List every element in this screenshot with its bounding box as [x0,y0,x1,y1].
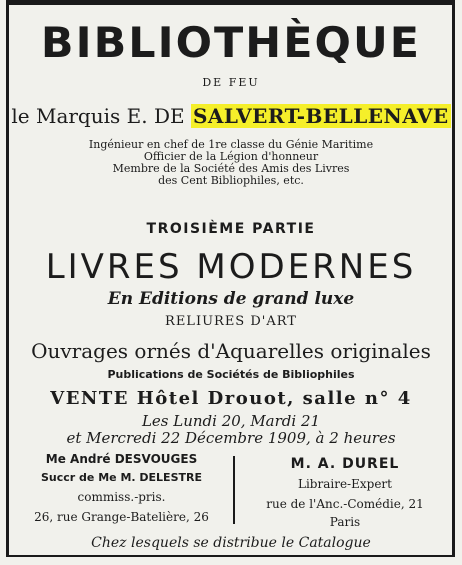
expert-name: M. A. DUREL [290,456,400,472]
dates-line: et Mercredi 22 Décembre 1909, à 2 heures [66,429,396,447]
footer-line: Chez lesquels se distribue le Catalogue [91,535,371,551]
expert-address: rue de l'Anc.-Comédie, 21 [266,497,424,511]
reliures-line: RELIURES D'ART [165,314,297,329]
editions-line: En Editions de grand luxe [107,289,355,309]
publications-line: Publications de Sociétés de Bibliophiles [107,368,355,381]
credential-line: Ingénieur en chef de 1re classe du Génie Maritime [88,138,374,151]
heading-title: BIBLIOTHÈQUE [40,18,422,67]
marquis-name-highlight: SALVERT-BELLENAVE [192,104,449,128]
dates-line: Les Lundi 20, Mardi 21 [141,412,321,430]
vente-line: VENTE Hôtel Drouot, salle n° 4 [50,388,412,409]
credential-line: Membre de la Société des Amis des Livres [112,162,350,175]
auctioneer-address: 26, rue Grange-Batelière, 26 [34,510,209,524]
livres-heading: LIVRES MODERNES [45,247,417,287]
credential-line: Officier de la Légion d'honneur [143,150,319,163]
expert-city: Paris [329,515,361,529]
partie-heading: TROISIÈME PARTIE [146,221,316,237]
auctioneer-name: Me André DESVOUGES [45,452,198,466]
credential-line: des Cent Bibliophiles, etc. [158,174,304,187]
expert-role: Libraire-Expert [298,477,392,491]
auctioneer-role: commiss.-pris. [77,490,166,504]
ouvrages-line: Ouvrages ornés d'Aquarelles originales [31,339,431,363]
marquis-prefix: le Marquis E. DE [11,104,185,128]
marquis-line [0,104,462,128]
auctioneer-successor: Succr de Me M. DELESTRE [41,471,202,484]
de-feu-text: DE FEU [202,76,260,89]
column-divider [233,456,235,524]
